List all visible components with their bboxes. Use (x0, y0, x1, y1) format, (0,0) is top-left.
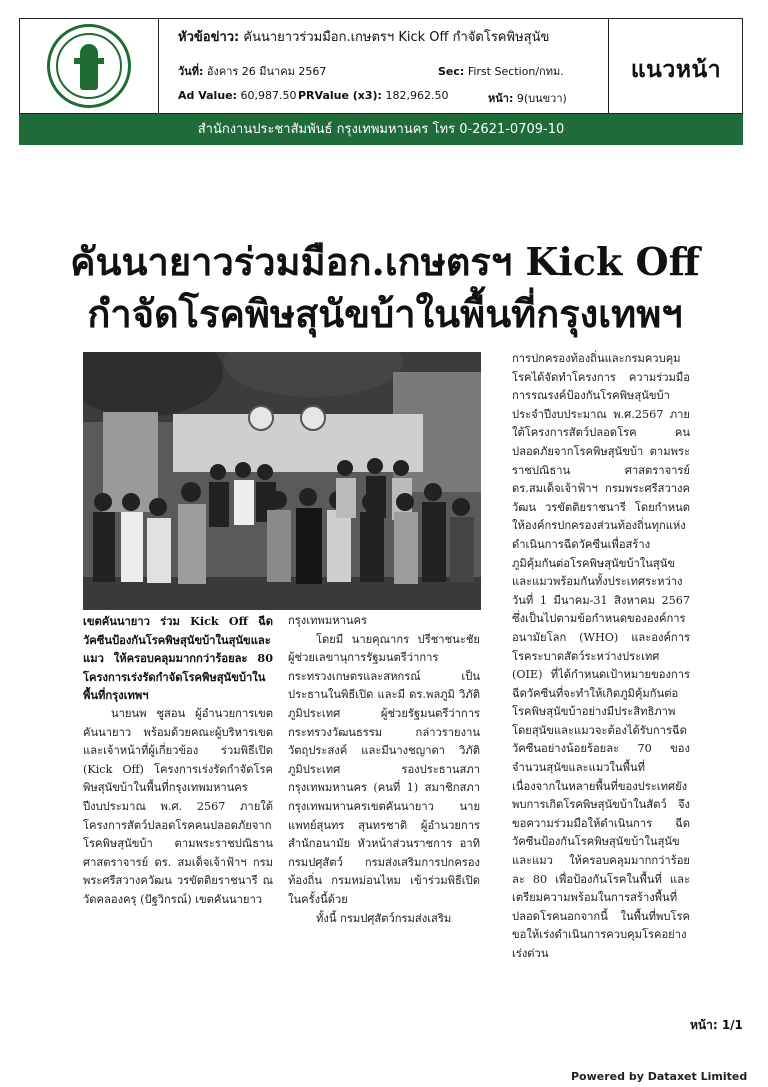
page-indicator: หน้า: 1/1 (690, 1018, 743, 1032)
group-photo-illustration (83, 352, 481, 610)
date-label: วันที่: (178, 65, 204, 78)
seal-figure-arms-icon (74, 58, 104, 64)
article-title-line-2: กำจัดโรคพิษสุนัขบ้าในพื้นที่กรุงเทพฯ (87, 291, 683, 336)
headline-value: คันนายาวร่วมมือก.เกษตรฯ Kick Off กำจัดโรคพิษสุนัข (243, 30, 550, 45)
page-value: 9(บนขวา) (516, 92, 567, 105)
pr-value-label: PRValue (x3): (298, 89, 382, 102)
column-3-paragraph: การปกครองท้องถิ่นและกรมควบคุมโรคได้จัดทำโครงการ ความร่วมมือการรณรงค์ป้องกันโรคพิษสุนัขบ้าประจำปีงบประมาณ พ.ศ.2567 ภายใต้โครงการสัตว์ปลอดโรค คนปลอดภัยจากโรคพิษสุนัขบ้า ตามพระราชปณิธาน ศาสตราจารย์ ดร.สมเด็จเจ้าฟ้าฯ กรมพระศรีสวางควัฒน วรขัตติยราชนารี โดยกำหนดให้องค์กรปกครองส่วนท้องถิ่นทุกแห่งดำเนินการฉีดวัคซีนเพื่อสร้างภูมิคุ้มกันต่อโรคพิษสุนัขบ้าในสุนัขและแมวพร้อมกันทั้งประเทศระหว่างวันที่ 1 มีนาคม-31 สิงหาคม 2567 ซึ่งเป็นไปตามข้อกำหนดขององค์การอนามัยโลก (WHO) และองค์การโรคระบาดสัตว์ระหว่างประเทศ (OIE) ที่ได้กำหนดเป้าหมายของการฉีดวัคซีนที่จะทำให้เกิดภูมิคุ้มกันต่อโรคพิษสุนัขบ้าอย่างมีประสิทธิภาพ โดยสุนัขและแมวจะต้องได้รับการฉีดวัคซีนอย่างน้อยร้อยละ 70 ของจำนวนสุนัขและแมวในพื้นที่ เนื่องจากในหลายพื้นที่ของประเทศยังพบการเกิดโรคพิษสุนัขบ้าในสัตว์ จึงขอความร่วมมือให้ดำเนินการ ฉีดวัคซีนป้องกันโรคพิษสุนัขบ้าในสุนัขและแมว ให้ครอบคลุมมากกว่าร้อยละ 80 เพื่อป้องกันโรคในพื้นที่ และเตรียมความพร้อมในการสร้างพื้นที่ปลอดโรคนอกจากนี้ ในพื้นที่พบโรคขอให้เร่งดำเนินการควบคุมโรคอย่างเร่งด่วน (512, 352, 690, 960)
seal-figure-icon (80, 44, 98, 90)
ad-value-label: Ad Value: (178, 89, 238, 102)
article-title-line-1: คันนายาวร่วมมือก.เกษตรฯ Kick Off (70, 239, 700, 284)
column-1-paragraph: นายนพ ชูสอน ผู้อำนวยการเขตคันนายาว พร้อมด้วยคณะผู้บริหารเขต และเจ้าหน้าที่ผู้เกี่ยวข้อง ร่วมพิธีเปิด (Kick Off) โครงการเร่งรัดกำจัดโรคพิษสุนัขบ้าในพื้นที่กรุงเทพมหานคร ปีงบประมาณ พ.ศ. 2567 ภายใต้โครงการสัตว์ปลอดโรคคนปลอดภัยจากโรคพิษสุนัขบ้า ตามพระราชปณิธาน ศาสตราจารย์ ดร. สมเด็จเจ้าฟ้าฯ กรมพระศรีสวางควัฒน วรขัตติยราชนารี ณ วัดคลองครุ (ปัฐวิกรณ์) เขตคันนายาว (83, 706, 273, 906)
article-column-2 (288, 612, 480, 928)
ad-value-row (178, 89, 297, 102)
pr-value-row (298, 89, 448, 102)
article-column-3 (512, 350, 690, 964)
column-2-lead: กรุงเทพมหานคร (288, 614, 367, 627)
column-2-paragraph-2: ทั้งนี้ กรมปศุสัตว์กรมส่งเสริม (316, 911, 452, 925)
powered-by-text: Powered by Dataxet Limited (571, 1070, 748, 1083)
date-row (178, 62, 326, 80)
newspaper-name: แนวหน้า (630, 57, 722, 83)
pr-value: 182,962.50 (385, 89, 449, 102)
news-photo (83, 352, 481, 610)
page-row (488, 89, 567, 107)
headline-label: หัวข้อข่าว: (178, 30, 240, 45)
article-column-1 (83, 612, 273, 910)
date-value: อังคาร 26 มีนาคม 2567 (206, 65, 327, 78)
ad-value: 60,987.50 (240, 89, 297, 102)
sec-label: Sec: (438, 65, 465, 78)
pr-office-banner: สำนักงานประชาสัมพันธ์ กรุงเทพมหานคร โทร 0-2621-0709-10 (19, 114, 743, 145)
headline-row (178, 26, 608, 47)
column-2-paragraph-1: โดยมี นายคุณากร ปรีชาชนะชัย ผู้ช่วยเลขานุการรัฐมนตรีว่าการกระทรวงเกษตรและสหกรณ์ เป็นประธานในพิธีเปิด และมี ดร.พลภูมิ วิภัติภูมิประเทศ ผู้ช่วยรัฐมนตรีว่าการกระทรวงวัฒนธรรม กล่าวรายงาน วัตถุประสงค์ และมีนางชญาดา วิภัติภูมิประเทศ รองประธานสภากรุงเทพมหานคร (คนที่ 1) สมาชิกสภากรุงเทพมหานครเขตคันนายาว นายแพทย์สุนทร สุนทรชาติ ผู้อำนวยการสำนักอนามัย หัวหน้าส่วนราชการ อาทิ กรมปศุสัตว์ กรมส่งเสริมการปกครองท้องถิ่น กรมหม่อนไหม เข้าร่วมพิธีเปิดในครั้งนี้ด้วย (288, 632, 480, 906)
sec-value: First Section/กทม. (467, 65, 564, 78)
sec-row (438, 62, 564, 80)
page-label: หน้า: (488, 92, 514, 105)
photo-caption: เขตคันนายาว ร่วม Kick Off ฉีดวัคซีนป้องกันโรคพิษสุนัขบ้าในสุนัขและแมว ให้ครอบคลุมมากกว่าร้อยละ 80 โครงการเร่งรัดกำจัดโรคพิษสุนัขบ้าในพื้นที่กรุงเทพฯ (83, 614, 273, 703)
